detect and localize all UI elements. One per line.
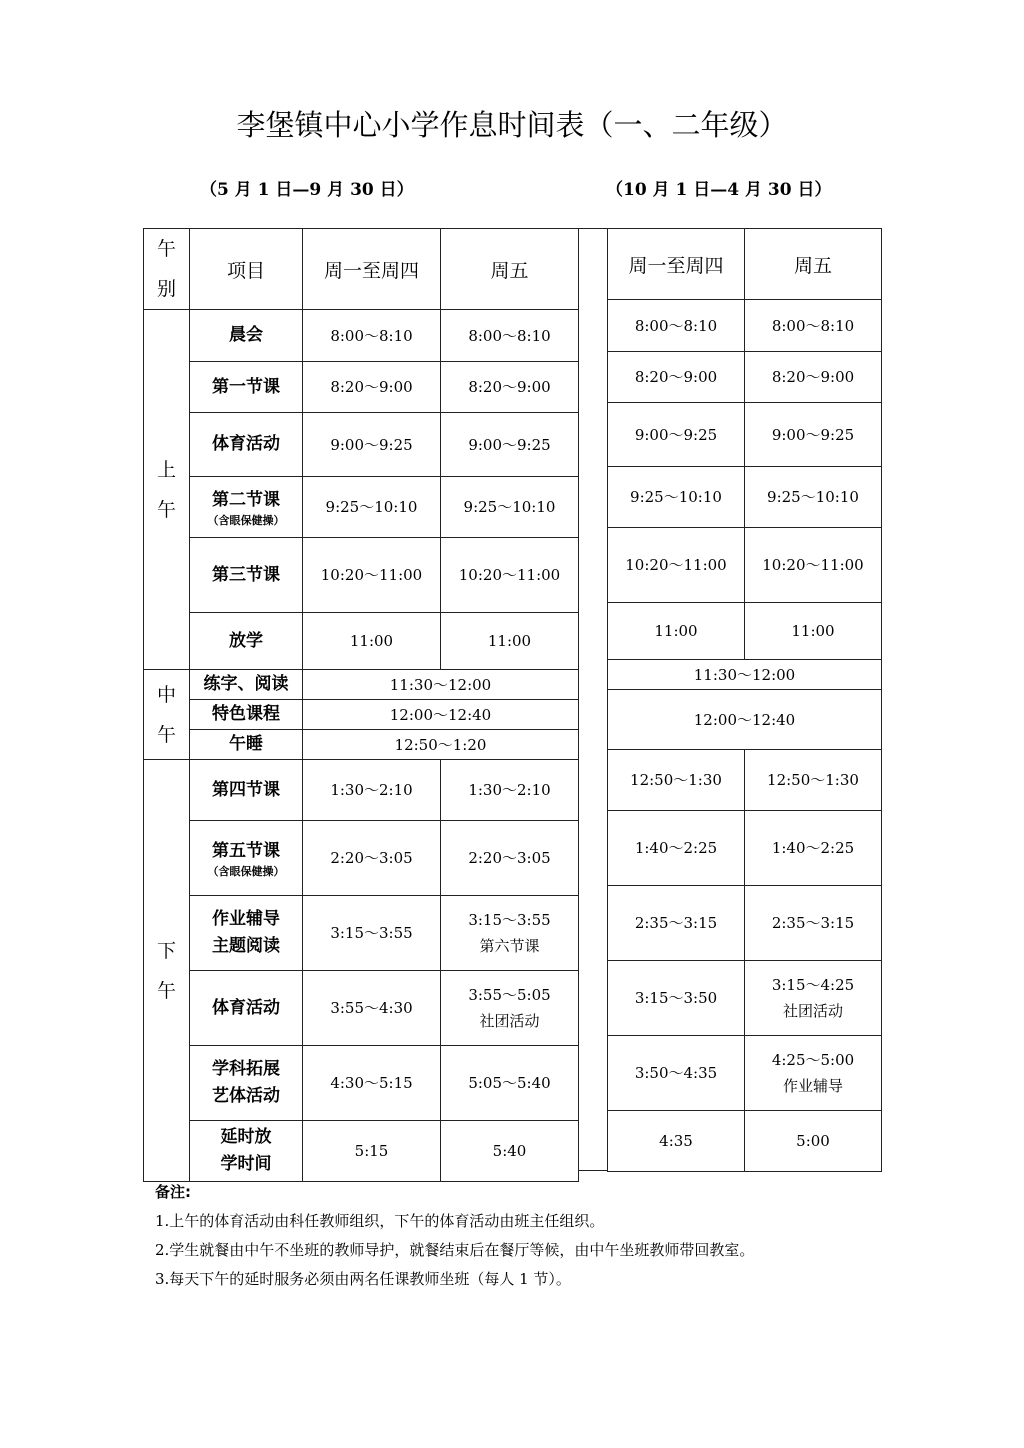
- time-cell: 9:00～9:25: [745, 403, 882, 467]
- time-cell: 8:00～8:10: [745, 300, 882, 352]
- time-cell: 3:15～4:25 社团活动: [745, 961, 882, 1036]
- time-cell: 8:00～8:10: [303, 310, 441, 362]
- item-label: 第三节课: [190, 538, 303, 613]
- time-cell: 10:20～11:00: [608, 528, 745, 603]
- summer-schedule-table: [143, 228, 579, 1182]
- time-cell: 11:30～12:00: [608, 660, 882, 690]
- time-cell: 12:00～12:40: [608, 690, 882, 750]
- header-fri: 周五: [745, 229, 882, 300]
- item-label: 体育活动: [190, 413, 303, 477]
- time-cell: 3:15～3:50: [608, 961, 745, 1036]
- time-cell: 10:20～11:00: [441, 538, 579, 613]
- time-cell: 5:40: [441, 1121, 579, 1182]
- time-cell: 12:50～1:30: [608, 750, 745, 811]
- time-cell: 4:25～5:00 作业辅导: [745, 1036, 882, 1111]
- time-cell: 3:50～4:35: [608, 1036, 745, 1111]
- time-cell: 3:15～3:55: [303, 896, 441, 971]
- item-label: 第五节课 （含眼保健操）: [190, 821, 303, 896]
- item-label: 第二节课 （含眼保健操）: [190, 477, 303, 538]
- time-cell: 9:25～10:10: [441, 477, 579, 538]
- notes: [155, 1178, 754, 1294]
- time-cell: 12:00～12:40: [303, 700, 579, 730]
- time-cell: 5:00: [745, 1111, 882, 1172]
- summer-date-range: （5 月 1 日—9 月 30 日）: [200, 180, 414, 200]
- item-label: 晨会: [190, 310, 303, 362]
- time-cell: 9:25～10:10: [303, 477, 441, 538]
- time-cell: 8:00～8:10: [608, 300, 745, 352]
- time-cell: 3:55～4:30: [303, 971, 441, 1046]
- time-cell: 11:00: [441, 613, 579, 670]
- time-cell: 11:30～12:00: [303, 670, 579, 700]
- header-period: 午 别: [144, 229, 190, 310]
- time-cell: 2:35～3:15: [745, 886, 882, 961]
- time-cell: 11:00: [608, 603, 745, 660]
- time-cell: 11:00: [303, 613, 441, 670]
- note-line: 1.上午的体育活动由科任教师组织，下午的体育活动由班主任组织。: [155, 1212, 605, 1230]
- time-cell: 9:00～9:25: [608, 403, 745, 467]
- period-afternoon: 下 午: [144, 760, 190, 1182]
- time-cell: 10:20～11:00: [745, 528, 882, 603]
- time-cell: 9:25～10:10: [608, 467, 745, 528]
- time-cell: 8:00～8:10: [441, 310, 579, 362]
- header-mon-thu: 周一至周四: [608, 229, 745, 300]
- time-cell: 1:30～2:10: [303, 760, 441, 821]
- item-label: 午睡: [190, 730, 303, 760]
- time-cell: 8:20～9:00: [608, 352, 745, 403]
- time-cell: 4:30～5:15: [303, 1046, 441, 1121]
- item-label: 放学: [190, 613, 303, 670]
- time-cell: 9:00～9:25: [441, 413, 579, 477]
- table-gap-border: [578, 228, 607, 1171]
- header-fri: 周五: [441, 229, 579, 310]
- time-cell: 1:40～2:25: [745, 811, 882, 886]
- time-cell: 2:20～3:05: [303, 821, 441, 896]
- time-cell: 5:05～5:40: [441, 1046, 579, 1121]
- time-cell: 10:20～11:00: [303, 538, 441, 613]
- time-cell: 3:15～3:55 第六节课: [441, 896, 579, 971]
- time-cell: 1:30～2:10: [441, 760, 579, 821]
- time-cell: 3:55～5:05 社团活动: [441, 971, 579, 1046]
- time-cell: 9:25～10:10: [745, 467, 882, 528]
- time-cell: 8:20～9:00: [303, 362, 441, 413]
- time-cell: 12:50～1:20: [303, 730, 579, 760]
- time-cell: 12:50～1:30: [745, 750, 882, 811]
- item-label: 体育活动: [190, 971, 303, 1046]
- period-noon: 中 午: [144, 670, 190, 760]
- notes-heading: 备注:: [155, 1183, 191, 1201]
- period-morning: 上 午: [144, 310, 190, 670]
- item-label: 作业辅导 主题阅读: [190, 896, 303, 971]
- time-cell: 8:20～9:00: [745, 352, 882, 403]
- time-cell: 5:15: [303, 1121, 441, 1182]
- time-cell: 11:00: [745, 603, 882, 660]
- item-label: 特色课程: [190, 700, 303, 730]
- header-mon-thu: 周一至周四: [303, 229, 441, 310]
- time-cell: 2:35～3:15: [608, 886, 745, 961]
- page-title: 李堡镇中心小学作息时间表（一、二年级）: [236, 108, 788, 142]
- item-label: 第四节课: [190, 760, 303, 821]
- note-line: 3.每天下午的延时服务必须由两名任课教师坐班（每人 1 节）。: [155, 1270, 571, 1288]
- item-label: 练字、阅读: [190, 670, 303, 700]
- note-line: 2.学生就餐由中午不坐班的教师导护，就餐结束后在餐厅等候，由中午坐班教师带回教室。: [155, 1241, 755, 1259]
- time-cell: 2:20～3:05: [441, 821, 579, 896]
- winter-schedule-table: [607, 228, 882, 1172]
- item-label: 学科拓展 艺体活动: [190, 1046, 303, 1121]
- header-item: 项目: [190, 229, 303, 310]
- time-cell: 9:00～9:25: [303, 413, 441, 477]
- time-cell: 4:35: [608, 1111, 745, 1172]
- item-label: 第一节课: [190, 362, 303, 413]
- time-cell: 1:40～2:25: [608, 811, 745, 886]
- item-label: 延时放 学时间: [190, 1121, 303, 1182]
- time-cell: 8:20～9:00: [441, 362, 579, 413]
- winter-date-range: （10 月 1 日—4 月 30 日）: [606, 180, 832, 200]
